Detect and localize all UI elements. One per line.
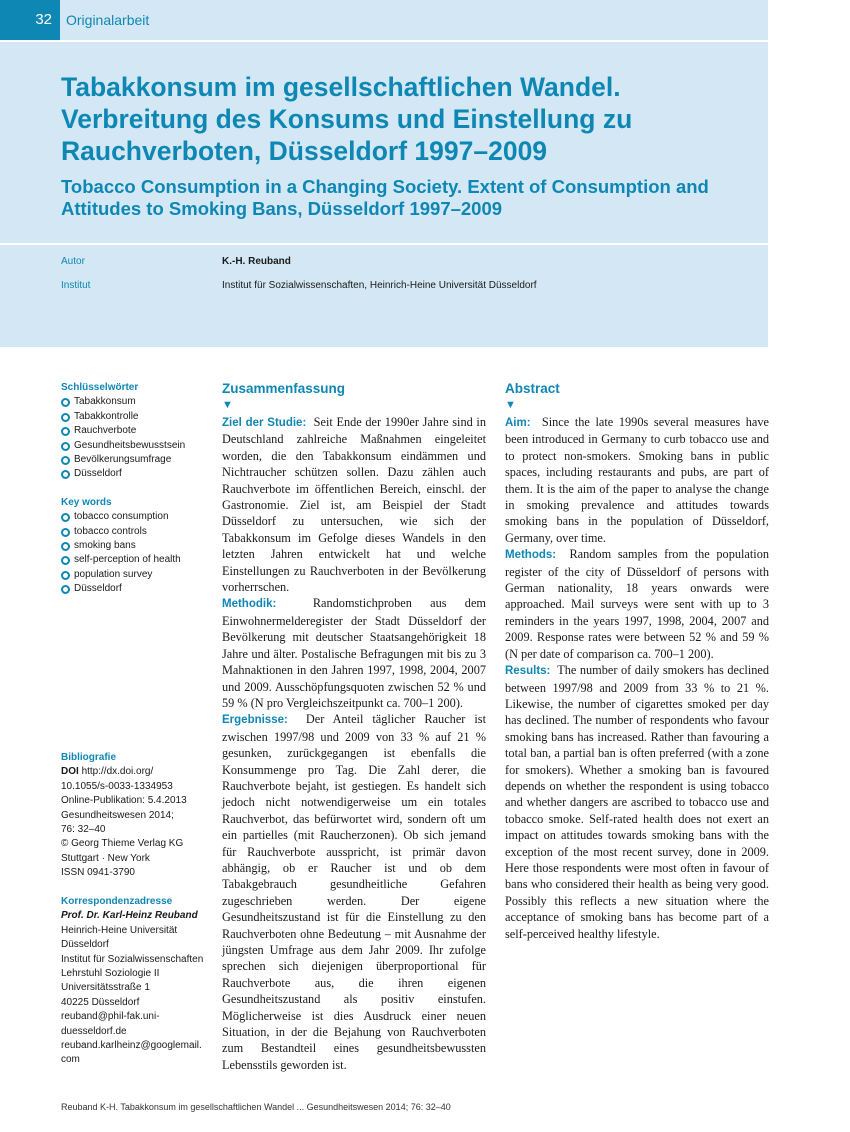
list-item xyxy=(61,582,211,596)
email-line[interactable]: reuband@phil-fak.uni- xyxy=(61,1011,160,1023)
summary-german xyxy=(222,380,486,1073)
triangle-down-icon: ▼ xyxy=(505,399,516,411)
doi-link[interactable]: http://dx.doi.org/ xyxy=(81,766,154,778)
bibliography-heading: Bibliografie xyxy=(61,752,117,763)
online-publication: Online-Publikation: 5.4.2013 xyxy=(61,795,187,807)
address-line: Lehrstuhl Soziologie II xyxy=(61,968,160,980)
doi-number: 10.1055/s-0033-1334953 xyxy=(61,780,173,792)
author-name: K.-H. Reuband xyxy=(222,256,291,267)
list-item xyxy=(61,453,211,467)
doi-label: DOI xyxy=(61,766,79,778)
list-item xyxy=(61,553,211,567)
title-divider xyxy=(0,243,768,245)
keywords-de-list xyxy=(61,395,211,481)
bullet-icon xyxy=(61,585,70,594)
summary-aim xyxy=(222,414,486,595)
bullet-icon xyxy=(61,528,70,537)
keyword: Gesundheitsbewusstsein xyxy=(74,439,186,451)
list-item xyxy=(61,395,211,409)
keyword: smoking bans xyxy=(74,540,136,552)
list-item xyxy=(61,510,211,524)
doi-line xyxy=(61,765,211,779)
bullet-icon xyxy=(61,427,70,436)
email-line[interactable]: com xyxy=(61,1054,80,1066)
correspondence-heading: Korrespondenzadresse xyxy=(61,896,173,907)
abstract-heading: Abstract xyxy=(505,381,560,396)
bullet-icon xyxy=(61,571,70,580)
abstract-results-text: The number of daily smokers has declined between 1997/98 and 2009 from 33 % to 21 %. Likewise, the number of cigarettes smoked per day has declined. The number of respondents who favour smoking bans has increased. Rather than favouring a total ban, a partial ban is often preferred (with a zone for smokers). Whether a smoking ban is favoured depends on whether the respondent is using tobacco and whether dangers are ascribed to tobacco use and tobacco smoke. Self-rated health does not exert an impact on attitudes towards smoking bans with the exception of the most recent survey, done in 2009. Here those respondents were most often in favour of bans who considered their health as being very good. Possibly this reflects a new situation where the acceptance of smoking bans has become part of a self-perceived healthy lifestyle. xyxy=(505,663,769,941)
correspondence-name: Prof. Dr. Karl-Heinz Reuband xyxy=(61,910,198,922)
bullet-icon xyxy=(61,556,70,565)
keywords-en-list xyxy=(61,510,211,596)
keyword: Tabakkonsum xyxy=(74,396,136,408)
address-line: Heinrich-Heine Universität xyxy=(61,924,178,936)
keywords-en-heading: Key words xyxy=(61,496,112,508)
summary-results-label: Ergebnisse: xyxy=(222,714,288,727)
page-number: 32 xyxy=(0,0,60,40)
summary-methods-label: Methodik: xyxy=(222,598,277,611)
keyword: Rauchverbote xyxy=(74,425,137,437)
title-german: Tabakkonsum im gesellschaftlichen Wandel. Verbreitung des Konsums und Einstellung zu Rauchverboten, Düsseldorf 1997–2009 xyxy=(61,72,633,166)
address-line: 40225 Düsseldorf xyxy=(61,996,140,1008)
keyword: Tabakkontrolle xyxy=(74,410,139,422)
abstract-aim xyxy=(505,414,769,546)
institute-label: Institut xyxy=(61,280,91,291)
abstract-aim-label: Aim: xyxy=(505,417,531,429)
abstract-results-label: Results: xyxy=(505,665,551,678)
summary-aim-label: Ziel der Studie: xyxy=(222,417,307,429)
bullet-icon xyxy=(61,470,70,479)
keyword: Düsseldorf xyxy=(74,468,122,480)
keywords-sidebar xyxy=(61,381,211,597)
address-line: Düsseldorf xyxy=(61,939,109,951)
list-item xyxy=(61,467,211,481)
email-line[interactable]: duesseldorf.de xyxy=(61,1025,127,1037)
keyword: Bevölkerungsumfrage xyxy=(74,454,172,466)
abstract-aim-text: Since the late 1990s several measures have been introduced in Germany to curb tobacco use and to protect non-smokers. Smoking bans in public spaces, including restaurants and pubs, are part of them. It is the aim of the paper to analyse the change in smoking prevalence and attitudes towards smoking bans in the population of Düsseldorf, Germany, over time. xyxy=(505,415,769,545)
list-item xyxy=(61,424,211,438)
bullet-icon xyxy=(61,398,70,407)
triangle-down-icon: ▼ xyxy=(222,399,233,411)
address-line: Universitätsstraße 1 xyxy=(61,982,150,994)
author-label: Autor xyxy=(61,256,85,267)
volume-pages: 76: 32–40 xyxy=(61,824,106,836)
abstract-methods xyxy=(505,546,769,662)
keyword: tobacco controls xyxy=(74,525,147,537)
keyword: Düsseldorf xyxy=(74,583,122,595)
summary-methods xyxy=(222,595,486,711)
bullet-icon xyxy=(61,456,70,465)
institute-name: Institut für Sozialwissenschaften, Heinrich-Heine Universität Düsseldorf xyxy=(222,280,537,291)
abstract-english xyxy=(505,380,769,942)
summary-methods-text: Randomstichproben aus dem Einwohnermelderegister der Stadt Düsseldorf der Bevölkerung mit deutscher Staatsangehörigkeit 18 Jahre und älter. Postalische Befragungen mit bis zu 3 Mahnaktionen in den Jahren 1997, 1998, 2004, 2007 und 2009. Ausschöpfungsquoten zwischen 52 % und 59 % (N pro Vergleichszeitpunkt ca. 700–1 200). xyxy=(222,596,486,710)
address-line: Institut für Sozialwissenschaften xyxy=(61,953,204,965)
abstract-methods-text: Random samples from the population register of the city of Düsseldorf of persons with German nationality, 18 years onwards were approached. Mail surveys were sent with up to 3 reminders in the years 1997, 1998, 2004, 2007 and 2009. Response rates were between 52 % and 59 % (N per date of comparison ca. 700–1 200). xyxy=(505,547,769,661)
list-item xyxy=(61,568,211,582)
keyword: tobacco consumption xyxy=(74,511,169,523)
keywords-de-heading: Schlüsselwörter xyxy=(61,382,139,393)
bullet-icon xyxy=(61,513,70,522)
correspondence-address xyxy=(61,895,211,1068)
keyword: population survey xyxy=(74,568,153,580)
section-label: Originalarbeit xyxy=(66,12,150,28)
abstract-methods-label: Methods: xyxy=(505,549,557,562)
footer-citation: Reuband K-H. Tabakkonsum im gesellschaftlichen Wandel ... Gesundheitswesen 2014; 76: 32–40 xyxy=(61,1102,451,1112)
list-item xyxy=(61,410,211,424)
bullet-icon xyxy=(61,542,70,551)
journal-line: Gesundheitswesen 2014; xyxy=(61,809,174,821)
bibliography xyxy=(61,751,211,881)
bullet-icon xyxy=(61,442,70,451)
summary-results xyxy=(222,711,486,1073)
list-item xyxy=(61,439,211,453)
bullet-icon xyxy=(61,413,70,422)
title-english: Tobacco Consumption in a Changing Society. Extent of Consumption and Attitudes to Smoking Bans, Düsseldorf 1997–2009 xyxy=(61,176,709,219)
keyword: self-perception of health xyxy=(74,554,181,566)
list-item xyxy=(61,539,211,553)
list-item xyxy=(61,525,211,539)
publisher: © Georg Thieme Verlag KG xyxy=(61,838,184,850)
summary-aim-text: Seit Ende der 1990er Jahre sind in Deutschland zahlreiche Maßnahmen eingeleitet worden, die den Tabakkonsum eindämmen und Nichtraucher schützen sollen. Dazu zählen auch Rauchverbote im öffentlichen Bereich, einschl. der Gastronomie. Ziel ist, am Beispiel der Stadt Düsseldorf zu untersuchen, wie sich der Tabakkonsum im Gefolge dieses Wandels in den letzten Jahren entwickelt hat und welche Einstellungen zu Rauchverboten in der Bevölkerung vorherrschen. xyxy=(222,415,486,595)
publisher-location: Stuttgart · New York xyxy=(61,852,150,864)
summary-results-text: Der Anteil täglicher Raucher ist zwischen 1997/98 und 2009 von 33 % auf 21 % gesunken, zurückgegangen ist ebenfalls die Konsummenge pro Tag. Die Zahl derer, die Rauchverbote bejaht, ist gestiegen. Es handelt sich jedoch nicht notwendigerweise um ein totales Rauchverbot, das befürwortet wird, sondern oft um ein partielles (mit Raucherzonen). Ob sich jemand für Rauchverbote ausspricht, ist primär davon abhängig, ob er Raucher ist und ob dem Tabakgebrauch gesundheitliche Gefahren zugeschrieben werden. Der eigene Gesundheitszustand ist für die Einstellung zu den Rauchverboten ohne Bedeutung – mit Ausnahme der jüngsten Umfrage aus dem Jahr 2009. Ihr zufolge sprechen sich diejenigen überproportional für Rauchverbote aus, die ihren eigenen Gesundheitszustand als positiv einstufen. Möglicherweise ist dies Ausdruck einer neuen Situation, in der die Bejahung von Rauchverboten zum Bestandteil eines gesundheitsbewussten Lebensstils geworden ist. xyxy=(222,712,486,1072)
abstract-results xyxy=(505,662,769,942)
summary-heading: Zusammenfassung xyxy=(222,381,346,396)
issn: ISSN 0941-3790 xyxy=(61,867,135,879)
email-line[interactable]: reuband.karlheinz@googlemail. xyxy=(61,1040,202,1052)
